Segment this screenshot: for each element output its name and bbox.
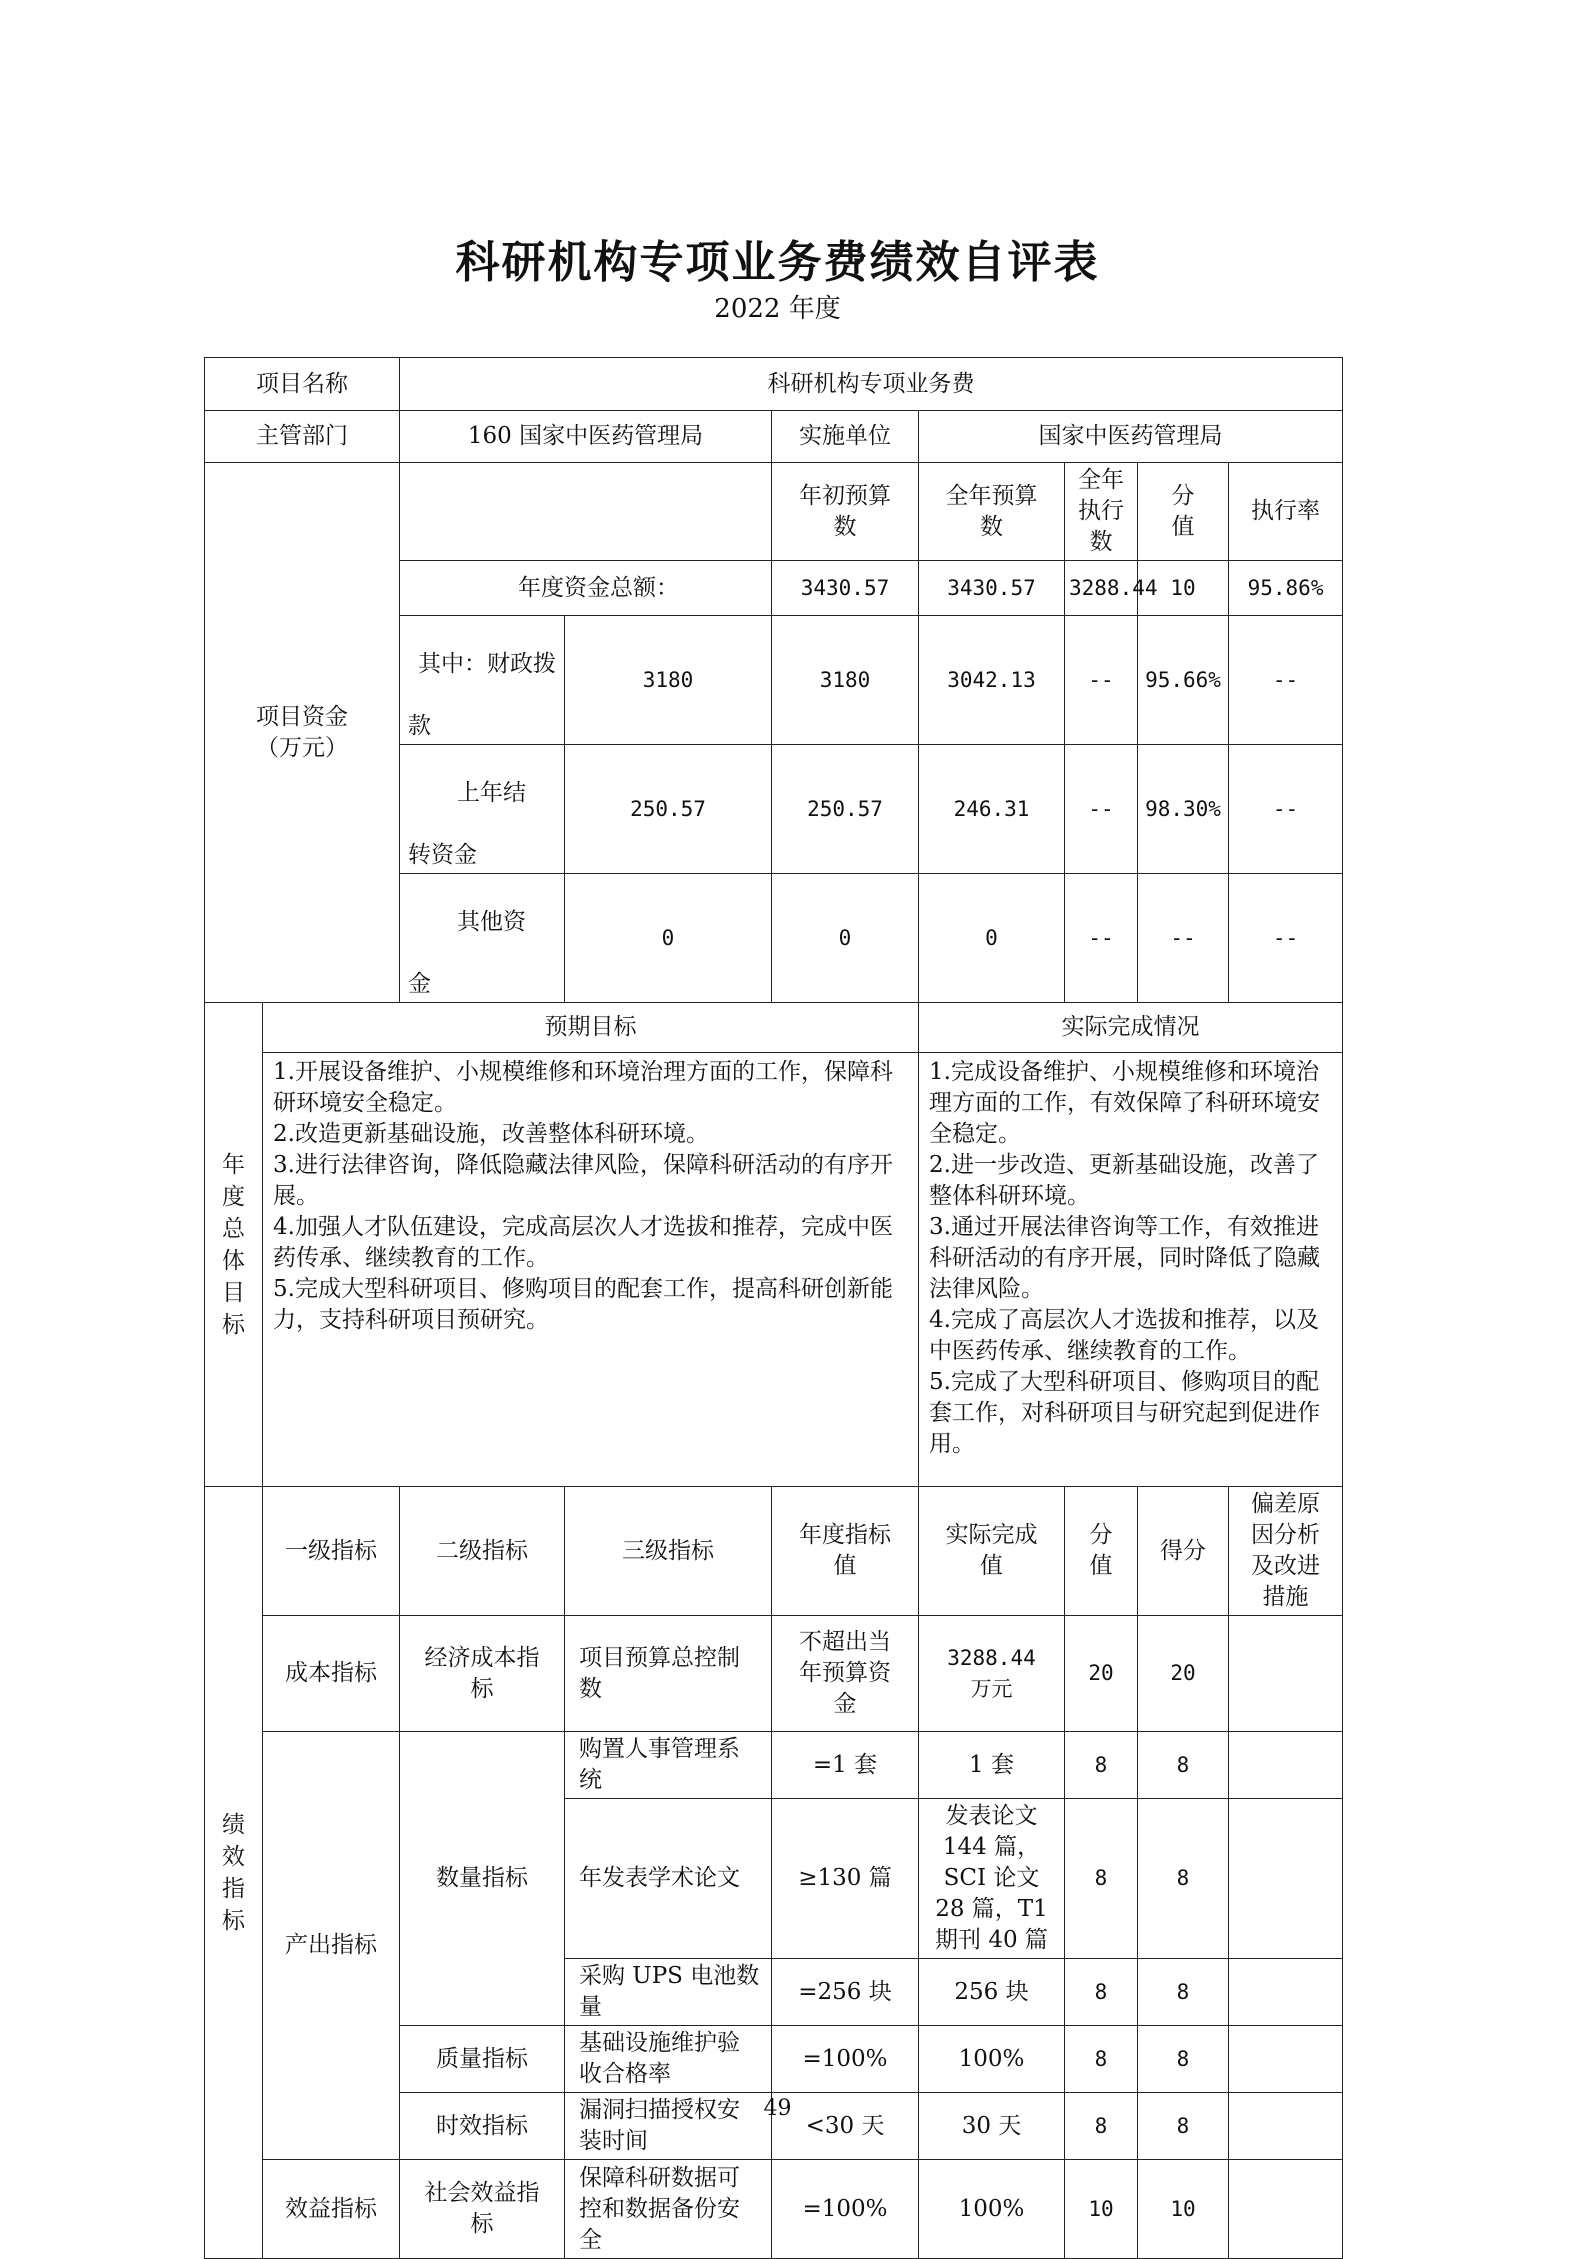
quantity-l2: 数量指标 — [400, 1732, 565, 2026]
funds-other-label — [400, 874, 565, 1003]
funds-fiscal-label — [400, 616, 565, 745]
project-name-label: 项目名称 — [205, 358, 400, 411]
funds-other-weight: -- — [1065, 874, 1138, 1003]
impl-value: 国家中医药管理局 — [919, 411, 1343, 463]
project-name-value: 科研机构专项业务费 — [400, 358, 1343, 411]
goals-expected-text: 1.开展设备维护、小规模维修和环境治理方面的工作，保障科研环境安全稳定。 2.改造更新基础设施，改善整体科研环境。 3.进行法律咨询，降低隐藏法律风险，保障科研活动的有序开展。 4.加强人才队伍建设，完成高层次人才选拔和推荐，完成中医药传承、继续教育的工作。 5.完成大型科研项目、修购项目的配套工作，提高科研创新能力，支持科研项目预研究。 — [263, 1053, 919, 1487]
time-got: 8 — [1138, 2093, 1229, 2160]
performance-side-cell — [205, 1487, 263, 2259]
funds-other-annual: 0 — [772, 874, 919, 1003]
goals-actual-header: 实际完成情况 — [919, 1003, 1343, 1053]
funds-carryover-annual: 250.57 — [772, 745, 919, 874]
q3-target: =256 块 — [772, 1959, 919, 2026]
funds-fiscal-rate: 95.66% — [1138, 616, 1229, 745]
funds-other-label-a: 其他资 — [457, 909, 526, 935]
funds-fiscal-executed: 3042.13 — [919, 616, 1065, 745]
q2-got: 8 — [1138, 1799, 1229, 1959]
funds-other-executed: 0 — [919, 874, 1065, 1003]
perf-header-weight: 分 值 — [1065, 1487, 1138, 1616]
goals-expected-header: 预期目标 — [263, 1003, 919, 1053]
cost-l3: 项目预算总控制 数 — [565, 1616, 772, 1732]
benefit-score: 10 — [1065, 2160, 1138, 2259]
benefit-l3: 保障科研数据可 控和数据备份安 全 — [565, 2160, 772, 2259]
funds-total-executed: 3288.44 — [1065, 561, 1138, 616]
benefit-got: 10 — [1138, 2160, 1229, 2259]
q2-deviation — [1229, 1799, 1343, 1959]
q1-deviation — [1229, 1732, 1343, 1799]
funds-header-executed: 全年执行 数 — [1065, 463, 1138, 561]
funds-carryover-label — [400, 745, 565, 874]
quality-l3: 基础设施维护验 收合格率 — [565, 2026, 772, 2093]
funds-label: 项目资金 （万元） — [205, 463, 400, 1003]
performance-side-label: 绩效指标 — [222, 1811, 245, 1934]
funds-carryover-rate: 98.30% — [1138, 745, 1229, 874]
funds-other-score: -- — [1229, 874, 1343, 1003]
q1-score: 8 — [1065, 1732, 1138, 1799]
quality-target: =100% — [772, 2026, 919, 2093]
q2-score: 8 — [1065, 1799, 1138, 1959]
benefit-deviation — [1229, 2160, 1343, 2259]
funds-total-label: 年度资金总额： — [400, 561, 772, 616]
funds-other-rate: -- — [1138, 874, 1229, 1003]
benefit-l1: 效益指标 — [263, 2160, 400, 2259]
q2-target: ≥130 篇 — [772, 1799, 919, 1959]
cost-got: 20 — [1138, 1616, 1229, 1732]
q1-got: 8 — [1138, 1732, 1229, 1799]
funds-fiscal-score: -- — [1229, 616, 1343, 745]
benefit-l2: 社会效益指 标 — [400, 2160, 565, 2259]
perf-header-target: 年度指标 值 — [772, 1487, 919, 1616]
q2-actual: 发表论文 144 篇， SCI 论文 28 篇，T1 期刊 40 篇 — [919, 1799, 1065, 1959]
q1-actual: 1 套 — [919, 1732, 1065, 1799]
time-target: <30 天 — [772, 2093, 919, 2160]
cost-score: 20 — [1065, 1616, 1138, 1732]
time-l2: 时效指标 — [400, 2093, 565, 2160]
funds-carryover-initial: 250.57 — [565, 745, 772, 874]
q1-l3: 购置人事管理系 统 — [565, 1732, 772, 1799]
funds-other-label-b: 金 — [408, 971, 431, 997]
funds-header-annual: 全年预算 数 — [919, 463, 1065, 561]
funds-header-weight: 分 值 — [1138, 463, 1229, 561]
quality-actual: 100% — [919, 2026, 1065, 2093]
year-subtitle: 2022 年度 — [714, 294, 841, 324]
dept-label: 主管部门 — [205, 411, 400, 463]
output-l1: 产出指标 — [263, 1732, 400, 2160]
funds-fiscal-initial: 3180 — [565, 616, 772, 745]
q3-deviation — [1229, 1959, 1343, 2026]
goals-side-cell — [205, 1003, 263, 1487]
cost-target: 不超出当 年预算资 金 — [772, 1616, 919, 1732]
funds-header-rate: 执行率 — [1229, 463, 1343, 561]
dept-value: 160 国家中医药管理局 — [400, 411, 772, 463]
q3-got: 8 — [1138, 1959, 1229, 2026]
quality-score: 8 — [1065, 2026, 1138, 2093]
perf-header-l3: 三级指标 — [565, 1487, 772, 1616]
impl-label: 实施单位 — [772, 411, 919, 463]
perf-header-l1: 一级指标 — [263, 1487, 400, 1616]
funds-fiscal-label-b: 款 — [408, 713, 431, 739]
funds-header-blank — [400, 463, 772, 561]
funds-total-weight: 10 — [1138, 561, 1229, 616]
quality-deviation — [1229, 2026, 1343, 2093]
funds-carryover-label-a: 上年结 — [457, 780, 526, 806]
page-title: 科研机构专项业务费绩效自评表 — [455, 237, 1100, 288]
goals-actual-text: 1.完成设备维护、小规模维修和环境治理方面的工作，有效保障了科研环境安全稳定。 2.进一步改造、更新基础设施，改善了整体科研环境。 3.通过开展法律咨询等工作，有效推进科研活动的有序开展，同时降低了隐藏法律风险。 4.完成了高层次人才选拔和推荐，以及中医药传承、继续教育的工作。 5.完成了大型科研项目、修购项目的配套工作，对科研项目与研究起到促进作用。 — [919, 1053, 1343, 1487]
page-number: 49 — [763, 2096, 792, 2121]
funds-fiscal-annual: 3180 — [772, 616, 919, 745]
quality-got: 8 — [1138, 2026, 1229, 2093]
q2-l3: 年发表学术论文 — [565, 1799, 772, 1959]
funds-carryover-label-b: 转资金 — [408, 842, 477, 868]
cost-actual: 3288.44 万元 — [919, 1616, 1065, 1732]
goals-side-label: 年度总体目标 — [222, 1151, 245, 1338]
perf-header-deviation: 偏差原 因分析 及改进 措施 — [1229, 1487, 1343, 1616]
time-actual: 30 天 — [919, 2093, 1065, 2160]
funds-fiscal-label-a: 其中：财政拨 — [418, 651, 556, 677]
benefit-target: =100% — [772, 2160, 919, 2259]
funds-carryover-executed: 246.31 — [919, 745, 1065, 874]
funds-carryover-weight: -- — [1065, 745, 1138, 874]
cost-deviation — [1229, 1616, 1343, 1732]
q3-score: 8 — [1065, 1959, 1138, 2026]
evaluation-table — [204, 357, 1343, 2259]
q3-l3: 采购 UPS 电池数 量 — [565, 1959, 772, 2026]
funds-fiscal-weight: -- — [1065, 616, 1138, 745]
benefit-actual: 100% — [919, 2160, 1065, 2259]
time-score: 8 — [1065, 2093, 1138, 2160]
funds-total-initial: 3430.57 — [772, 561, 919, 616]
cost-l1: 成本指标 — [263, 1616, 400, 1732]
quality-l2: 质量指标 — [400, 2026, 565, 2093]
perf-header-actual: 实际完成 值 — [919, 1487, 1065, 1616]
funds-other-initial: 0 — [565, 874, 772, 1003]
funds-total-rate: 95.86% — [1229, 561, 1343, 616]
q1-target: =1 套 — [772, 1732, 919, 1799]
time-l3: 漏洞扫描授权安 装时间 — [565, 2093, 772, 2160]
q3-actual: 256 块 — [919, 1959, 1065, 2026]
funds-header-initial: 年初预算 数 — [772, 463, 919, 561]
funds-carryover-score: -- — [1229, 745, 1343, 874]
perf-header-score: 得分 — [1138, 1487, 1229, 1616]
perf-header-l2: 二级指标 — [400, 1487, 565, 1616]
cost-l2: 经济成本指 标 — [400, 1616, 565, 1732]
funds-total-annual: 3430.57 — [919, 561, 1065, 616]
